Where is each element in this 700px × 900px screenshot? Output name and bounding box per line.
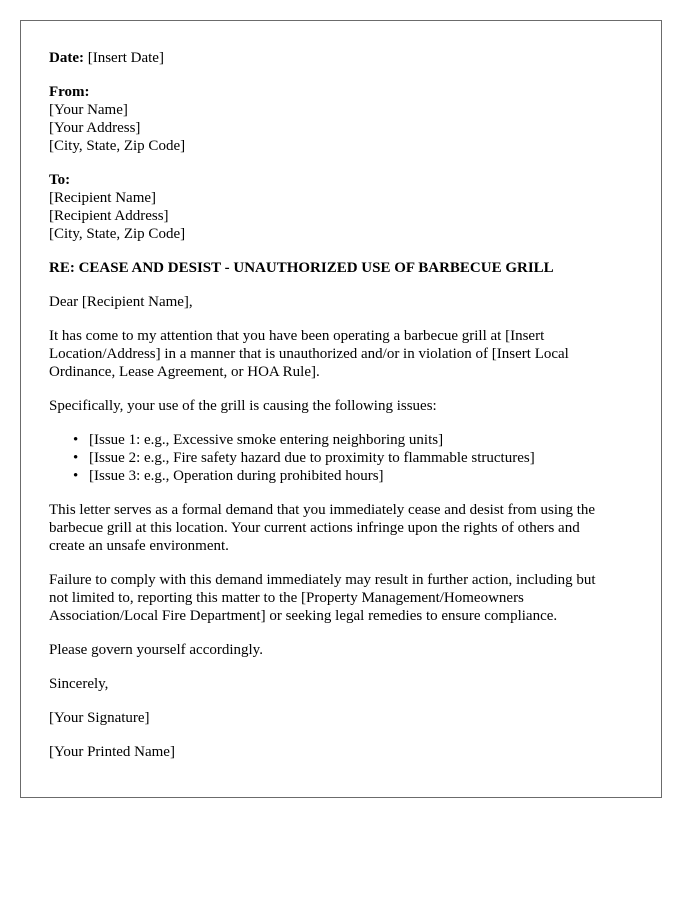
paragraph-demand xyxy=(49,501,633,555)
bullet-icon: • xyxy=(73,468,79,484)
recipient-address xyxy=(49,171,633,243)
paragraph-consequences xyxy=(49,571,633,625)
paragraph-line: Ordinance, Lease Agreement, or HOA Rule]. xyxy=(49,364,320,380)
from-label: From: xyxy=(49,84,90,100)
paragraph-line: Failure to comply with this demand immediately may result in further action, including but xyxy=(49,572,596,588)
paragraph-line: Location/Address] in a manner that is unauthorized and/or in violation of [Insert Local xyxy=(49,346,569,362)
date-label: Date: xyxy=(49,50,84,66)
paragraph-line: Association/Local Fire Department] or seeking legal remedies to ensure compliance. xyxy=(49,608,558,624)
issue-text: [Issue 1: e.g., Excessive smoke entering neighboring units] xyxy=(89,432,444,448)
letter-page xyxy=(20,20,662,798)
date-value: [Insert Date] xyxy=(87,50,164,66)
paragraph-line: barbecue grill at this location. Your current actions infringe upon the rights of others and xyxy=(49,520,580,536)
sender-city-line: [City, State, Zip Code] xyxy=(49,138,186,154)
to-label: To: xyxy=(49,172,71,188)
signature-placeholder: [Your Signature] xyxy=(49,710,150,726)
paragraph-line: It has come to my attention that you have been operating a barbecue grill at [Insert xyxy=(49,328,545,344)
printed-name: [Your Printed Name] xyxy=(49,744,175,760)
paragraph-govern: Please govern yourself accordingly. xyxy=(49,642,263,658)
bullet-icon: • xyxy=(73,450,79,466)
recipient-address-line: [Recipient Address] xyxy=(49,208,169,224)
sender-name: [Your Name] xyxy=(49,102,128,118)
closing: Sincerely, xyxy=(49,676,109,692)
list-item xyxy=(73,467,633,485)
sender-address xyxy=(49,83,633,155)
subject-line: RE: CEASE AND DESIST - UNAUTHORIZED USE OF BARBECUE GRILL xyxy=(49,260,554,276)
recipient-name: [Recipient Name] xyxy=(49,190,157,206)
paragraph-line: create an unsafe environment. xyxy=(49,538,229,554)
salutation: Dear [Recipient Name], xyxy=(49,294,193,310)
recipient-city-line: [City, State, Zip Code] xyxy=(49,226,186,242)
list-item xyxy=(73,449,633,467)
bullet-icon: • xyxy=(73,432,79,448)
paragraph-issues-intro: Specifically, your use of the grill is causing the following issues: xyxy=(49,398,437,414)
paragraph-line: This letter serves as a formal demand that you immediately cease and desist from using the xyxy=(49,502,596,518)
issue-text: [Issue 3: e.g., Operation during prohibited hours] xyxy=(89,468,384,484)
date-line xyxy=(49,49,633,67)
issues-list xyxy=(49,431,633,485)
sender-address-line: [Your Address] xyxy=(49,120,141,136)
issue-text: [Issue 2: e.g., Fire safety hazard due to proximity to flammable structures] xyxy=(89,450,535,466)
paragraph-line: not limited to, reporting this matter to the [Property Management/Homeowners xyxy=(49,590,524,606)
list-item xyxy=(73,431,633,449)
paragraph-attention xyxy=(49,327,633,381)
